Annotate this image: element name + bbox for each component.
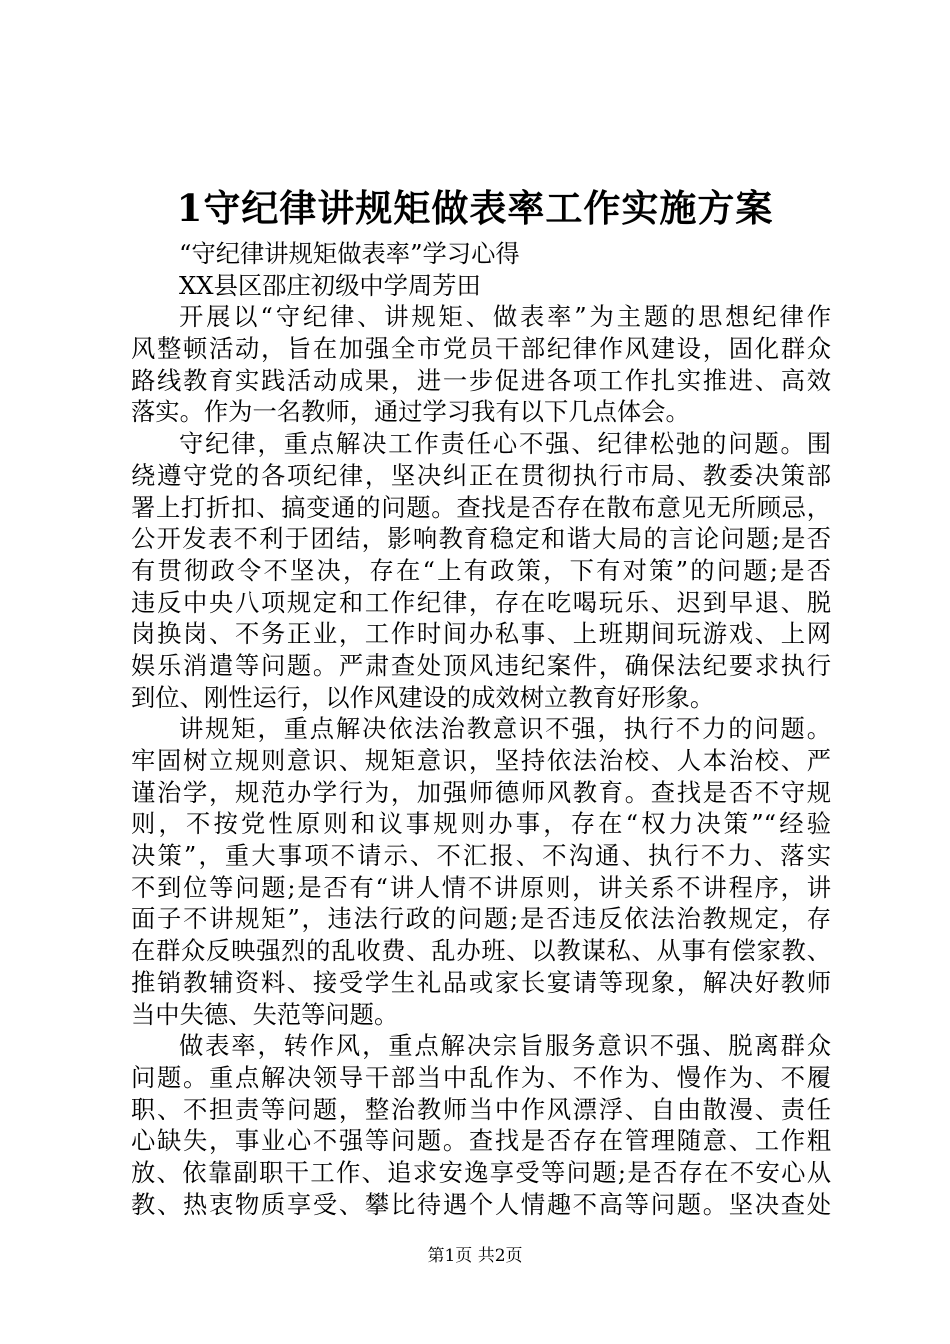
document-title: 1守纪律讲规矩做表率工作实施方案 — [176, 186, 774, 230]
text-line: 教、热衷物质享受、攀比待遇个人情趣不高等问题。坚决查处 — [131, 1189, 831, 1219]
text-line: 署上打折扣、搞变通的问题。查找是否存在散布意见无所顾忌， — [131, 492, 831, 522]
text-line: 开展以“守纪律、讲规矩、做表率”为主题的思想纪律作 — [179, 302, 831, 332]
text-line: 不到位等问题;是否有“讲人情不讲原则，讲关系不讲程序，讲 — [131, 872, 831, 902]
text-line: 决策”，重大事项不请示、不汇报、不沟通、执行不力、落实 — [131, 841, 831, 871]
text-line: 有贯彻政令不坚决，存在“上有政策，下有对策”的问题;是否 — [131, 555, 831, 585]
text-line: 公开发表不利于团结，影响教育稳定和谐大局的言论问题;是否 — [131, 524, 831, 554]
text-line: 到位、刚性运行，以作风建设的成效树立教育好形象。 — [131, 682, 715, 712]
page-footer: 第1页 共2页 — [427, 1246, 523, 1266]
text-line: 在群众反映强烈的乱收费、乱办班、以教谋私、从事有偿家教、 — [131, 936, 831, 966]
text-line: 放、依靠副职干工作、追求安逸享受等问题;是否存在不安心从 — [131, 1157, 831, 1187]
text-line: 讲规矩，重点解决依法治教意识不强，执行不力的问题。 — [179, 714, 831, 744]
text-line: XX县区邵庄初级中学周芳田 — [179, 270, 481, 300]
text-line: 当中失德、失范等问题。 — [131, 999, 399, 1029]
text-line: 问题。重点解决领导干部当中乱作为、不作为、慢作为、不履 — [131, 1062, 831, 1092]
text-line: “守纪律讲规矩做表率”学习心得 — [179, 239, 520, 268]
text-line: 牢固树立规则意识、规矩意识，坚持依法治校、人本治校、严 — [131, 746, 831, 775]
text-line: 则，不按党性原则和议事规则办事，存在“权力决策”“经验 — [131, 809, 831, 839]
text-line: 风整顿活动，旨在加强全市党员干部纪律作风建设，固化群众 — [131, 334, 831, 364]
text-line: 面子不讲规矩”，违法行政的问题;是否违反依法治教规定，存 — [131, 904, 831, 934]
document-body — [131, 238, 831, 1220]
text-line: 路线教育实践活动成果，进一步促进各项工作扎实推进、高效 — [131, 365, 831, 395]
text-line: 落实。作为一名教师，通过学习我有以下几点体会。 — [131, 397, 690, 427]
text-line: 谨治学，规范办学行为，加强师德师风教育。查找是否不守规 — [131, 777, 831, 807]
text-line: 岗换岗、不务正业，工作时间办私事、上班期间玩游戏、上网 — [131, 619, 831, 649]
text-line: 违反中央八项规定和工作纪律，存在吃喝玩乐、迟到早退、脱 — [131, 587, 831, 617]
text-line: 做表率，转作风，重点解决宗旨服务意识不强、脱离群众 — [179, 1031, 831, 1061]
text-line: 推销教辅资料、接受学生礼品或家长宴请等现象，解决好教师 — [131, 967, 831, 997]
text-line: 心缺失，事业心不强等问题。查找是否存在管理随意、工作粗 — [131, 1126, 831, 1156]
text-line: 娱乐消遣等问题。严肃查处顶风违纪案件，确保法纪要求执行 — [131, 650, 831, 680]
text-line: 守纪律，重点解决工作责任心不强、纪律松弛的问题。围 — [179, 429, 831, 459]
text-line: 职、不担责等问题，整治教师当中作风漂浮、自由散漫、责任 — [131, 1094, 831, 1124]
text-line: 绕遵守党的各项纪律，坚决纠正在贯彻执行市局、教委决策部 — [131, 460, 831, 490]
